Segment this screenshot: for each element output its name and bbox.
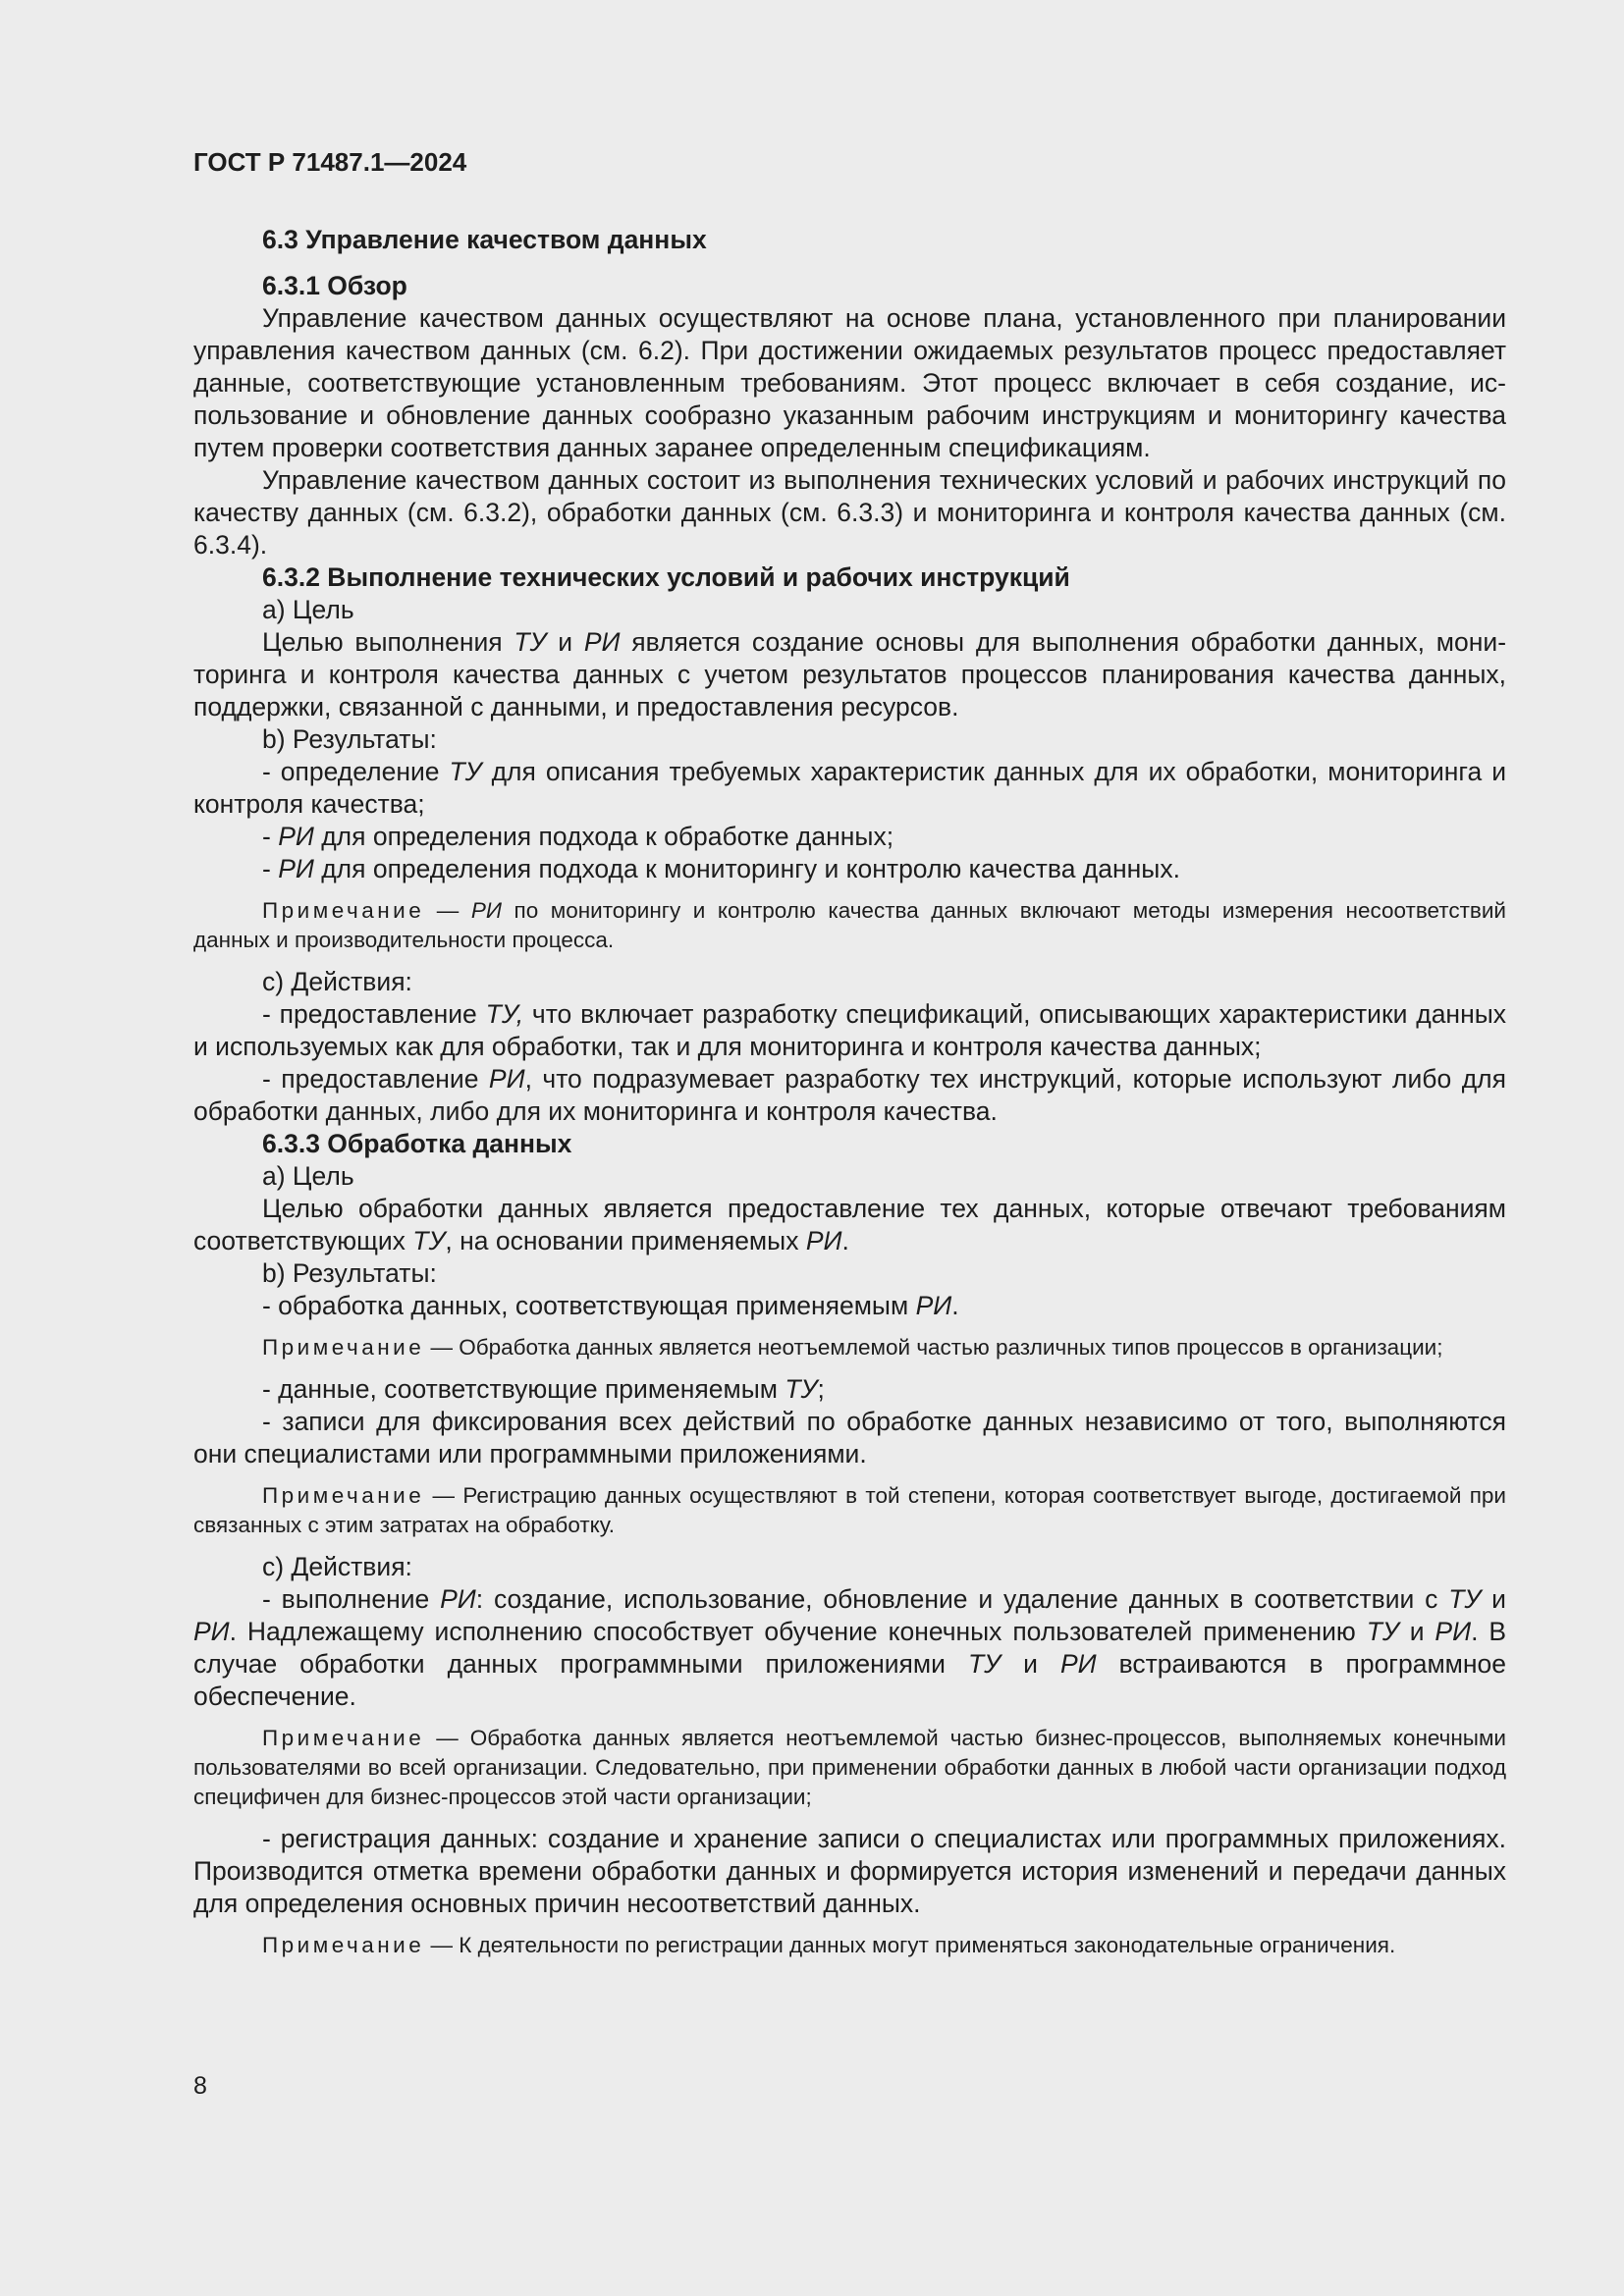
list-item: - определение ТУ для описания требуемых характеристик данных для их обработки, мониторинга и контроля качества;	[193, 757, 1506, 819]
note: Примечание — РИ по мониторингу и контролю качества данных включают методы измерения несоответствий данных и производительности процесса.	[193, 898, 1506, 952]
list-item: - РИ для определения подхода к мониторингу и контролю качества данных.	[262, 854, 1180, 883]
paragraph: Управление качеством данных осуществляют на основе плана, установленного при планировании управления качеством данных (см. 6.2). При достижении ожидаемых результатов процесс предоставляет данные, соответствующие установленным требованиям. Этот процесс включает в себя создание, использование и обновление данных сообразно указанным рабочим инструкциям и мониторингу качества путем проверки соответствия данных заранее определенным спецификациям.	[193, 303, 1506, 462]
list-item: - предоставление ТУ, что включает разработку спецификаций, описывающих характеристики данных и используемых как для обработки, так и для мониторинга и контроля качества данных;	[193, 999, 1506, 1061]
list-item: - данные, соответствующие применяемым ТУ;	[262, 1374, 825, 1404]
list-label: a) Цель	[262, 595, 354, 624]
list-label: a) Цель	[262, 1161, 354, 1191]
list-item: - обработка данных, соответствующая применяемым РИ.	[262, 1291, 959, 1320]
page-number: 8	[193, 2072, 207, 2100]
list-label: b) Результаты:	[262, 1258, 437, 1288]
section-6-3-3-heading: 6.3.3 Обработка данных	[262, 1129, 572, 1158]
list-label: c) Действия:	[262, 967, 412, 996]
paragraph: Целью обработки данных является предоставление тех данных, которые отвечают требованиям соответствующих ТУ, на основании применяемых РИ.	[193, 1194, 1506, 1255]
list-label: c) Действия:	[262, 1552, 412, 1581]
list-label: b) Результаты:	[262, 724, 437, 754]
paragraph: Целью выполнения ТУ и РИ является создание основы для выполнения обработки данных, мониторинга и контроля качества данных с учетом результатов процессов планирования качества данных, поддержки, связанной с данными, и предоставления ресурсов.	[193, 627, 1507, 721]
note: Примечание — К деятельности по регистрации данных могут применяться законодательные ограничения.	[262, 1933, 1396, 1957]
section-6-3-heading: 6.3 Управление качеством данных	[262, 225, 707, 254]
section-6-3-1-heading: 6.3.1 Обзор	[262, 271, 407, 300]
list-item: - регистрация данных: создание и хранение записи о специалистах или программных приложениях. Производится отметка времени обработки данных и формируется история изменений и передачи данных для определения основных причин несоответствий данных.	[193, 1824, 1506, 1918]
list-item: - выполнение РИ: создание, использование, обновление и удаление данных в соответствии с ТУ и РИ. Надлежащему исполнению способствует обучение конечных пользователей применению ТУ и РИ. В случае обработки данных программными приложениями ТУ и РИ встраиваются в программное обеспечение.	[193, 1584, 1507, 1711]
section-6-3-2-heading: 6.3.2 Выполнение технических условий и рабочих инструкций	[262, 562, 1070, 592]
note: Примечание — Регистрацию данных осуществляют в той степени, которая соответствует выгоде, достигаемой при связанных с этим затратах на обработку.	[193, 1483, 1506, 1537]
paragraph: Управление качеством данных состоит из выполнения технических условий и рабочих инструкций по качеству данных (см. 6.3.2), обработки данных (см. 6.3.3) и мониторинга и контроля качества данных (см. 6.3.4).	[193, 465, 1506, 560]
list-item: - предоставление РИ, что подразумевает разработку тех инструкций, которые используют либо для обработки данных, либо для их мониторинга и контроля качества.	[193, 1064, 1506, 1126]
list-item: - РИ для определения подхода к обработке данных;	[262, 822, 894, 851]
note: Примечание — Обработка данных является неотъемлемой частью различных типов процессов в организации;	[262, 1335, 1443, 1360]
document-header: ГОСТ Р 71487.1—2024	[193, 147, 467, 177]
list-item: - записи для фиксирования всех действий по обработке данных независимо от того, выполняются они специалистами или программными приложениями.	[193, 1407, 1506, 1468]
document-body	[193, 224, 1506, 1971]
note: Примечание — Обработка данных является неотъемлемой частью бизнес-процессов, выполняемых конечными пользователями во всей организации. Следовательно, при применении обработки данных в любой части организации подход специфичен для бизнес-процессов этой части организации;	[193, 1726, 1506, 1809]
